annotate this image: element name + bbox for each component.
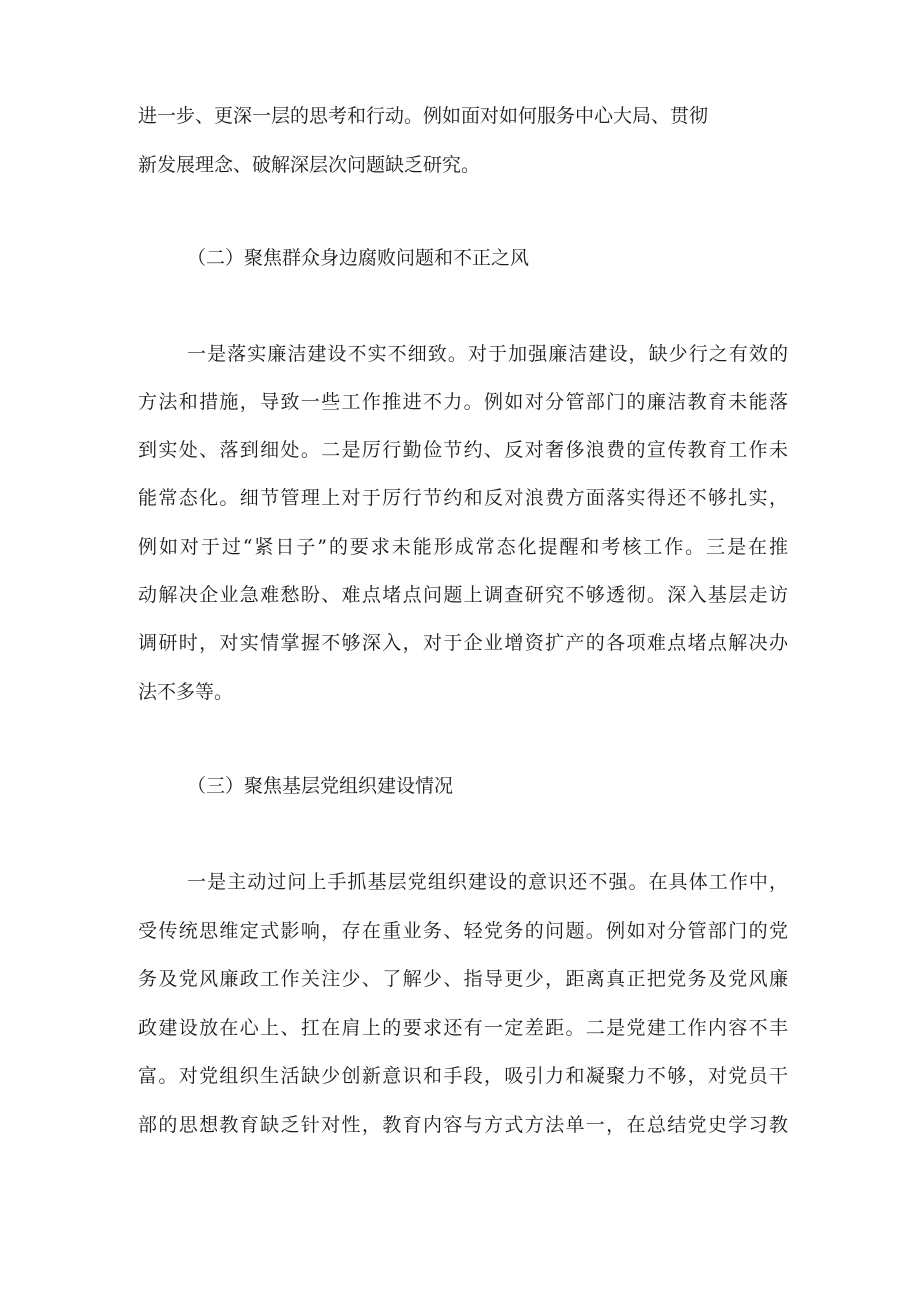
section-3-line-1: 一是主动过问上手抓基层党组织建设的意识还不强。在具体工作中， [187,871,788,893]
section-3-line-4: 政建设放在心上、扛在肩上的要求还有一定差距。二是党建工作内容不丰 [138,1017,788,1039]
section-2-line-7: 调研时，对实情掌握不够深入，对于企业增资扩产的各项难点堵点解决办 [138,632,788,654]
section-3-line-6: 部的思想教育缺乏针对性，教育内容与方式方法单一，在总结党史学习教 [138,1114,788,1136]
section-3-line-3: 务及党风廉政工作关注少、了解少、指导更少，距离真正把党务及党风廉 [138,968,788,990]
intro-line-2: 新发展理念、破解深层次问题缺乏研究。 [138,154,481,176]
section-2-line-2: 方法和措施，导致一些工作推进不力。例如对分管部门的廉洁教育未能落 [138,391,788,413]
section-3-line-5: 富。对党组织生活缺少创新意识和手段，吸引力和凝聚力不够，对党员干 [138,1065,788,1087]
section-2-line-3: 到实处、落到细处。二是厉行勤俭节约、反对奢侈浪费的宣传教育工作未 [138,439,788,461]
section-2-line-1: 一是落实廉洁建设不实不细致。对于加强廉洁建设，缺少行之有效的 [187,343,788,365]
intro-line-1: 进一步、更深一层的思考和行动。例如面对如何服务中心大局、贯彻 [138,105,709,127]
section-2-line-5: 例如对于过“紧日子”的要求未能形成常态化提醒和考核工作。三是在推 [138,536,788,558]
section-2-heading: （二）聚焦群众身边腐败问题和不正之风 [187,247,530,269]
section-3-line-2: 受传统思维定式影响，存在重业务、轻党务的问题。例如对分管部门的党 [138,920,788,942]
section-3-heading: （三）聚焦基层党组织建设情况 [187,775,454,797]
section-2-line-6: 动解决企业急难愁盼、难点堵点问题上调查研究不够透彻。深入基层走访 [138,584,788,606]
section-2-line-4: 能常态化。细节管理上对于厉行节约和反对浪费方面落实得还不够扎实， [138,487,788,509]
section-2-line-8: 法不多等。 [138,681,234,703]
